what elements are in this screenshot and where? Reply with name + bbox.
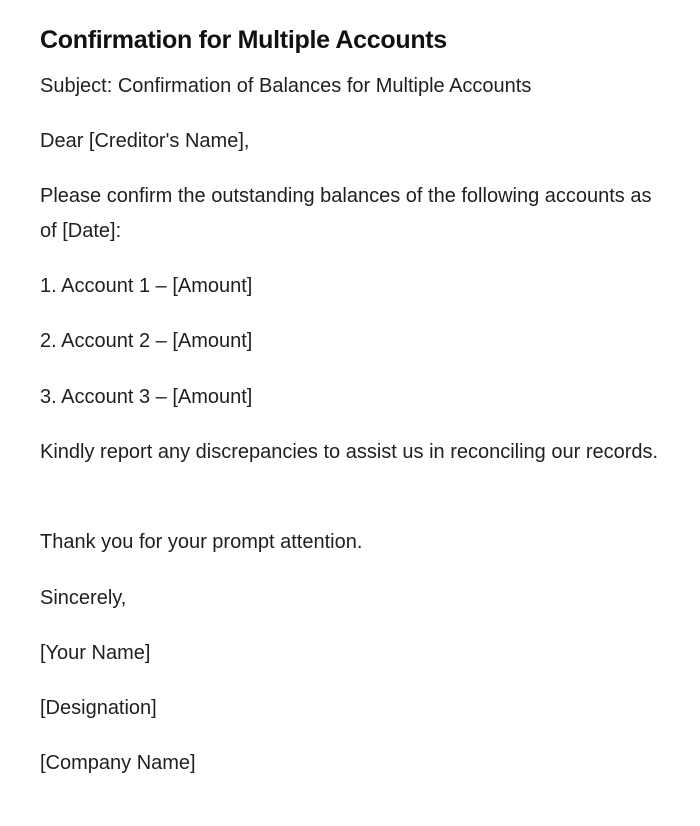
- salutation: Dear [Creditor's Name],: [40, 130, 250, 152]
- subject-line: Subject: Confirmation of Balances for Multiple Accounts: [40, 75, 532, 97]
- signature-designation: [Designation]: [40, 697, 157, 719]
- account-item-3: 3. Account 3 – [Amount]: [40, 386, 253, 408]
- document-title: Confirmation for Multiple Accounts: [40, 26, 447, 54]
- closing-line: Sincerely,: [40, 587, 127, 609]
- discrepancy-paragraph: Kindly report any discrepancies to assist us in reconciling our records.: [40, 441, 659, 463]
- account-item-2: 2. Account 2 – [Amount]: [40, 330, 253, 352]
- signature-company: [Company Name]: [40, 752, 196, 774]
- request-paragraph: Please confirm the outstanding balances of the following accounts as of [Date]:: [40, 185, 652, 242]
- signature-name: [Your Name]: [40, 642, 151, 664]
- thanks-line: Thank you for your prompt attention.: [40, 531, 363, 553]
- account-item-1: 1. Account 1 – [Amount]: [40, 275, 253, 297]
